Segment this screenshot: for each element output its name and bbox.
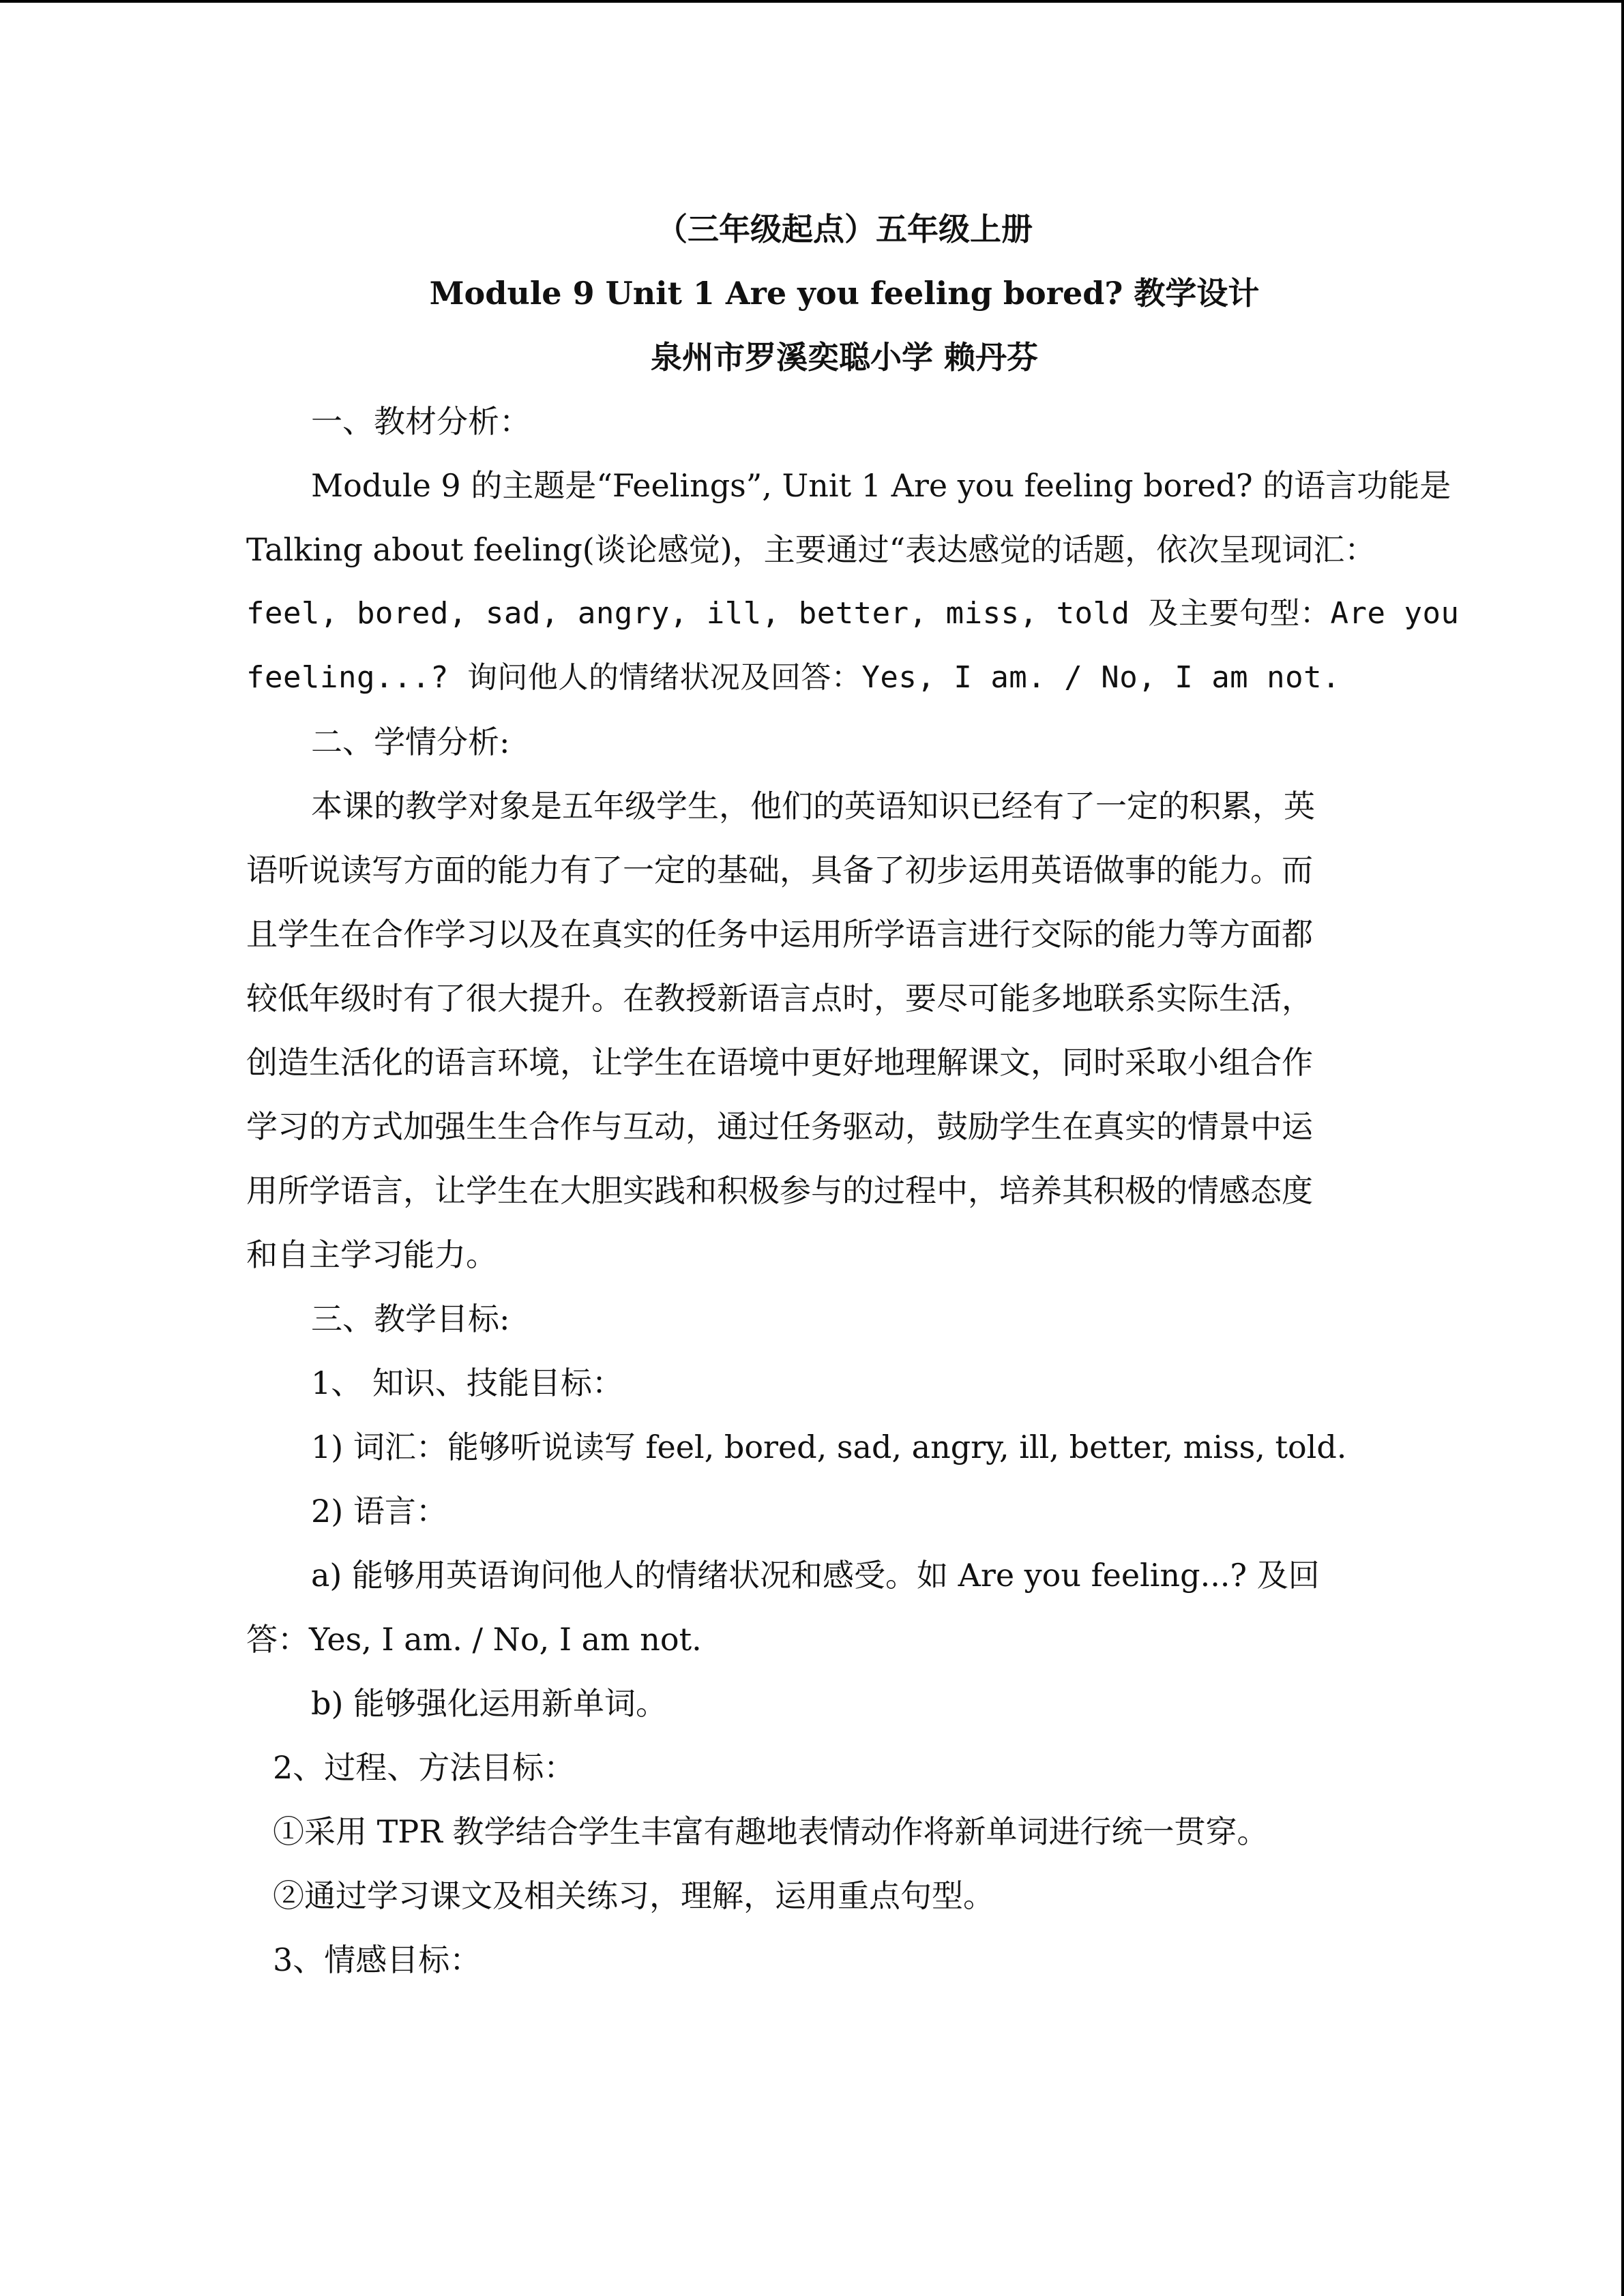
goal-language-a-line-1: a) 能够用英语询问他人的情绪状况和感受。如 Are you feeling...? 及回 — [311, 1557, 1320, 1594]
section-heading-student-analysis: 二、学情分析: — [311, 724, 510, 760]
goal-language-b: b) 能够强化运用新单词。 — [311, 1685, 668, 1722]
student-analysis-line-4: 较低年级时有了很大提升。在教授新语言点时，要尽可能多地联系实际生活， — [246, 980, 1313, 1017]
goal-process-item-2: ②通过学习课文及相关练习，理解，运用重点句型。 — [273, 1877, 994, 1914]
material-analysis-line-4: feeling...? 询问他人的情绪状况及回答：Yes, I am. / No, I am not. — [246, 660, 1341, 695]
grade-heading: （三年级起点）五年级上册 — [656, 211, 1033, 248]
material-analysis-line-3: feel, bored, sad, angry, ill, better, miss, told 及主要句型：Are you — [246, 596, 1460, 631]
material-analysis-line-2: Talking about feeling(谈论感觉)，主要通过“表达感觉的话题，依次呈现词汇： — [246, 531, 1376, 568]
goal-language-a-line-2: 答：Yes, I am. / No, I am not. — [246, 1621, 702, 1658]
student-analysis-line-3: 且学生在合作学习以及在真实的任务中运用所学语言进行交际的能力等方面都 — [246, 916, 1313, 953]
goal-language: 2) 语言： — [311, 1493, 447, 1530]
student-analysis-line-1: 本课的教学对象是五年级学生，他们的英语知识已经有了一定的积累，英 — [311, 788, 1315, 824]
section-heading-material-analysis: 一、教材分析： — [311, 403, 531, 440]
goal-emotional: 3、情感目标： — [273, 1941, 482, 1978]
student-analysis-line-6: 学习的方式加强生生合作与互动，通过任务驱动，鼓励学生在真实的情景中运 — [246, 1108, 1313, 1145]
student-analysis-line-5: 创造生活化的语言环境，让学生在语境中更好地理解课文，同时采取小组合作 — [246, 1044, 1313, 1081]
material-analysis-line-1: Module 9 的主题是“Feelings”, Unit 1 Are you feeling bored? 的语言功能是 — [311, 467, 1451, 504]
lesson-title: Module 9 Unit 1 Are you feeling bored? 教学设计 — [429, 275, 1260, 312]
student-analysis-line-8: 和自主学习能力。 — [246, 1236, 497, 1273]
goal-vocabulary: 1) 词汇：能够听说读写 feel, bored, sad, angry, ill, better, miss, told. — [311, 1429, 1347, 1465]
goal-process-item-1: ①采用 TPR 教学结合学生丰富有趣地表情动作将新单词进行统一贯穿。 — [273, 1813, 1269, 1850]
student-analysis-line-7: 用所学语言，让学生在大胆实践和积极参与的过程中，培养其积极的情感态度 — [246, 1172, 1313, 1209]
goal-knowledge-skills: 1、 知识、技能目标： — [311, 1365, 623, 1401]
author-line: 泉州市罗溪奕聪小学 赖丹芬 — [650, 339, 1038, 376]
student-analysis-line-2: 语听说读写方面的能力有了一定的基础，具备了初步运用英语做事的能力。而 — [246, 852, 1313, 889]
section-heading-teaching-goals: 三、教学目标: — [311, 1300, 510, 1337]
goal-process-methods: 2、过程、方法目标： — [273, 1749, 576, 1786]
